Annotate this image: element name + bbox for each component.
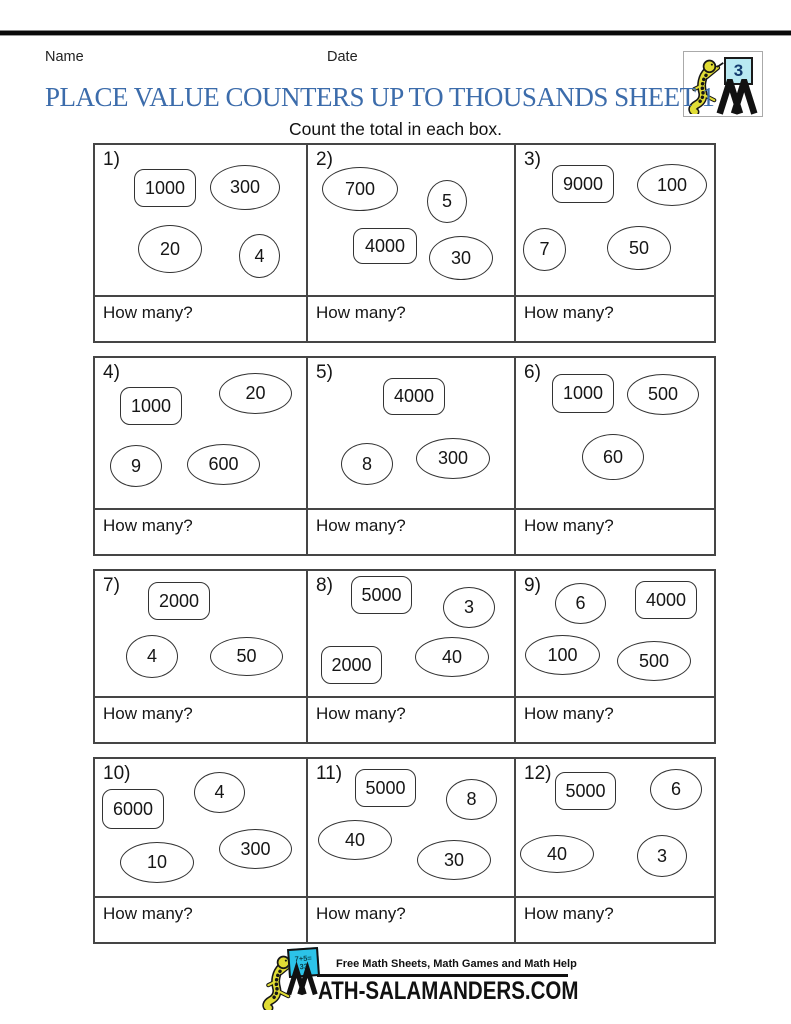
worksheet — [93, 143, 716, 957]
problem-box — [514, 145, 714, 341]
counter-area — [308, 358, 514, 508]
problem-box — [514, 571, 714, 742]
problem-box — [95, 145, 306, 341]
problem-number: 3) — [524, 149, 541, 170]
counter-50: 50 — [607, 226, 671, 270]
m-logo-icon — [711, 79, 763, 116]
counter-4: 4 — [239, 234, 280, 278]
counter-area — [95, 759, 306, 896]
counter-5000: 5000 — [355, 769, 416, 807]
how-many-label: How many? — [516, 896, 714, 942]
counter-4000: 4000 — [383, 378, 445, 415]
counter-2000: 2000 — [148, 582, 210, 620]
counter-area — [95, 145, 306, 295]
problem-box — [514, 358, 714, 554]
counter-20: 20 — [219, 373, 292, 414]
problem-box — [514, 759, 714, 942]
counter-30: 30 — [417, 840, 491, 880]
problem-number: 10) — [103, 763, 131, 784]
counter-4: 4 — [126, 635, 178, 678]
counter-5: 5 — [427, 180, 467, 223]
counter-area — [516, 145, 714, 295]
grade-badge: 3 — [724, 57, 753, 85]
name-label: Name — [45, 49, 84, 65]
problem-number: 7) — [103, 575, 120, 596]
problem-number: 8) — [316, 575, 333, 596]
counter-40: 40 — [520, 835, 594, 873]
problem-number: 11) — [316, 763, 343, 784]
how-many-label: How many? — [308, 295, 514, 341]
counter-10: 10 — [120, 842, 194, 883]
problem-box — [306, 571, 514, 742]
worksheet-row — [93, 757, 716, 944]
problem-number: 1) — [103, 149, 120, 170]
counter-600: 600 — [187, 444, 260, 485]
problem-number: 4) — [103, 362, 120, 383]
problem-box — [306, 759, 514, 942]
counter-1000: 1000 — [552, 374, 614, 413]
problem-box — [306, 358, 514, 554]
counter-300: 300 — [416, 438, 490, 479]
counter-700: 700 — [322, 167, 398, 211]
counter-5000: 5000 — [351, 576, 412, 614]
counter-8: 8 — [341, 443, 393, 485]
counter-60: 60 — [582, 434, 644, 480]
how-many-label: How many? — [516, 295, 714, 341]
worksheet-row — [93, 356, 716, 556]
counter-area — [308, 145, 514, 295]
counter-4000: 4000 — [635, 581, 697, 619]
counter-3: 3 — [443, 587, 495, 628]
counter-30: 30 — [429, 236, 493, 280]
counter-4: 4 — [194, 772, 245, 813]
counter-100: 100 — [637, 164, 707, 206]
how-many-label: How many? — [516, 696, 714, 742]
problem-box — [95, 759, 306, 942]
page-title: PLACE VALUE COUNTERS UP TO THOUSANDS SHEET 1 — [45, 82, 715, 112]
problem-box — [95, 358, 306, 554]
problem-number: 6) — [524, 362, 541, 383]
problem-number: 2) — [316, 149, 333, 170]
problem-number: 9) — [524, 575, 541, 596]
problem-box — [95, 571, 306, 742]
m-logo-icon — [286, 959, 318, 1005]
counter-100: 100 — [525, 635, 600, 675]
sign-line1: 7+5= — [294, 953, 313, 964]
counter-40: 40 — [318, 820, 392, 860]
counter-7: 7 — [523, 228, 566, 271]
counter-area — [95, 571, 306, 696]
header-rule — [0, 30, 791, 36]
how-many-label: How many? — [95, 896, 306, 942]
counter-3: 3 — [637, 835, 687, 877]
counter-1000: 1000 — [120, 387, 182, 425]
counter-2000: 2000 — [321, 646, 382, 684]
how-many-label: How many? — [95, 295, 306, 341]
counter-9000: 9000 — [552, 165, 614, 203]
counter-500: 500 — [617, 641, 691, 681]
counter-6000: 6000 — [102, 789, 164, 829]
date-label: Date — [327, 49, 358, 65]
site-name: ATH-SALAMANDERS.COM — [318, 977, 579, 1005]
how-many-label: How many? — [516, 508, 714, 554]
footer-tagline: Free Math Sheets, Math Games and Math Help — [336, 958, 577, 970]
worksheet-row — [93, 569, 716, 744]
how-many-label: How many? — [308, 508, 514, 554]
counter-300: 300 — [210, 165, 280, 210]
worksheet-row — [93, 143, 716, 343]
counter-area — [308, 759, 514, 896]
counter-area — [308, 571, 514, 696]
instructions: Count the total in each box. — [288, 119, 503, 139]
counter-area — [516, 571, 714, 696]
counter-500: 500 — [627, 374, 699, 415]
problem-number: 12) — [524, 763, 552, 784]
counter-50: 50 — [210, 637, 283, 676]
counter-area — [516, 759, 714, 896]
problem-box — [306, 145, 514, 341]
counter-area — [516, 358, 714, 508]
counter-5000: 5000 — [555, 772, 616, 810]
problem-number: 5) — [316, 362, 333, 383]
counter-9: 9 — [110, 445, 162, 487]
how-many-label: How many? — [308, 696, 514, 742]
counter-4000: 4000 — [353, 228, 417, 264]
how-many-label: How many? — [308, 896, 514, 942]
sign-line2: 33 — [299, 961, 309, 971]
counter-8: 8 — [446, 779, 497, 820]
site-footer — [258, 946, 578, 1016]
counter-area — [95, 358, 306, 508]
how-many-label: How many? — [95, 696, 306, 742]
counter-6: 6 — [555, 583, 606, 624]
counter-300: 300 — [219, 829, 292, 869]
counter-6: 6 — [650, 769, 702, 810]
counter-40: 40 — [415, 637, 489, 677]
how-many-label: How many? — [95, 508, 306, 554]
counter-20: 20 — [138, 225, 202, 273]
counter-1000: 1000 — [134, 169, 196, 207]
